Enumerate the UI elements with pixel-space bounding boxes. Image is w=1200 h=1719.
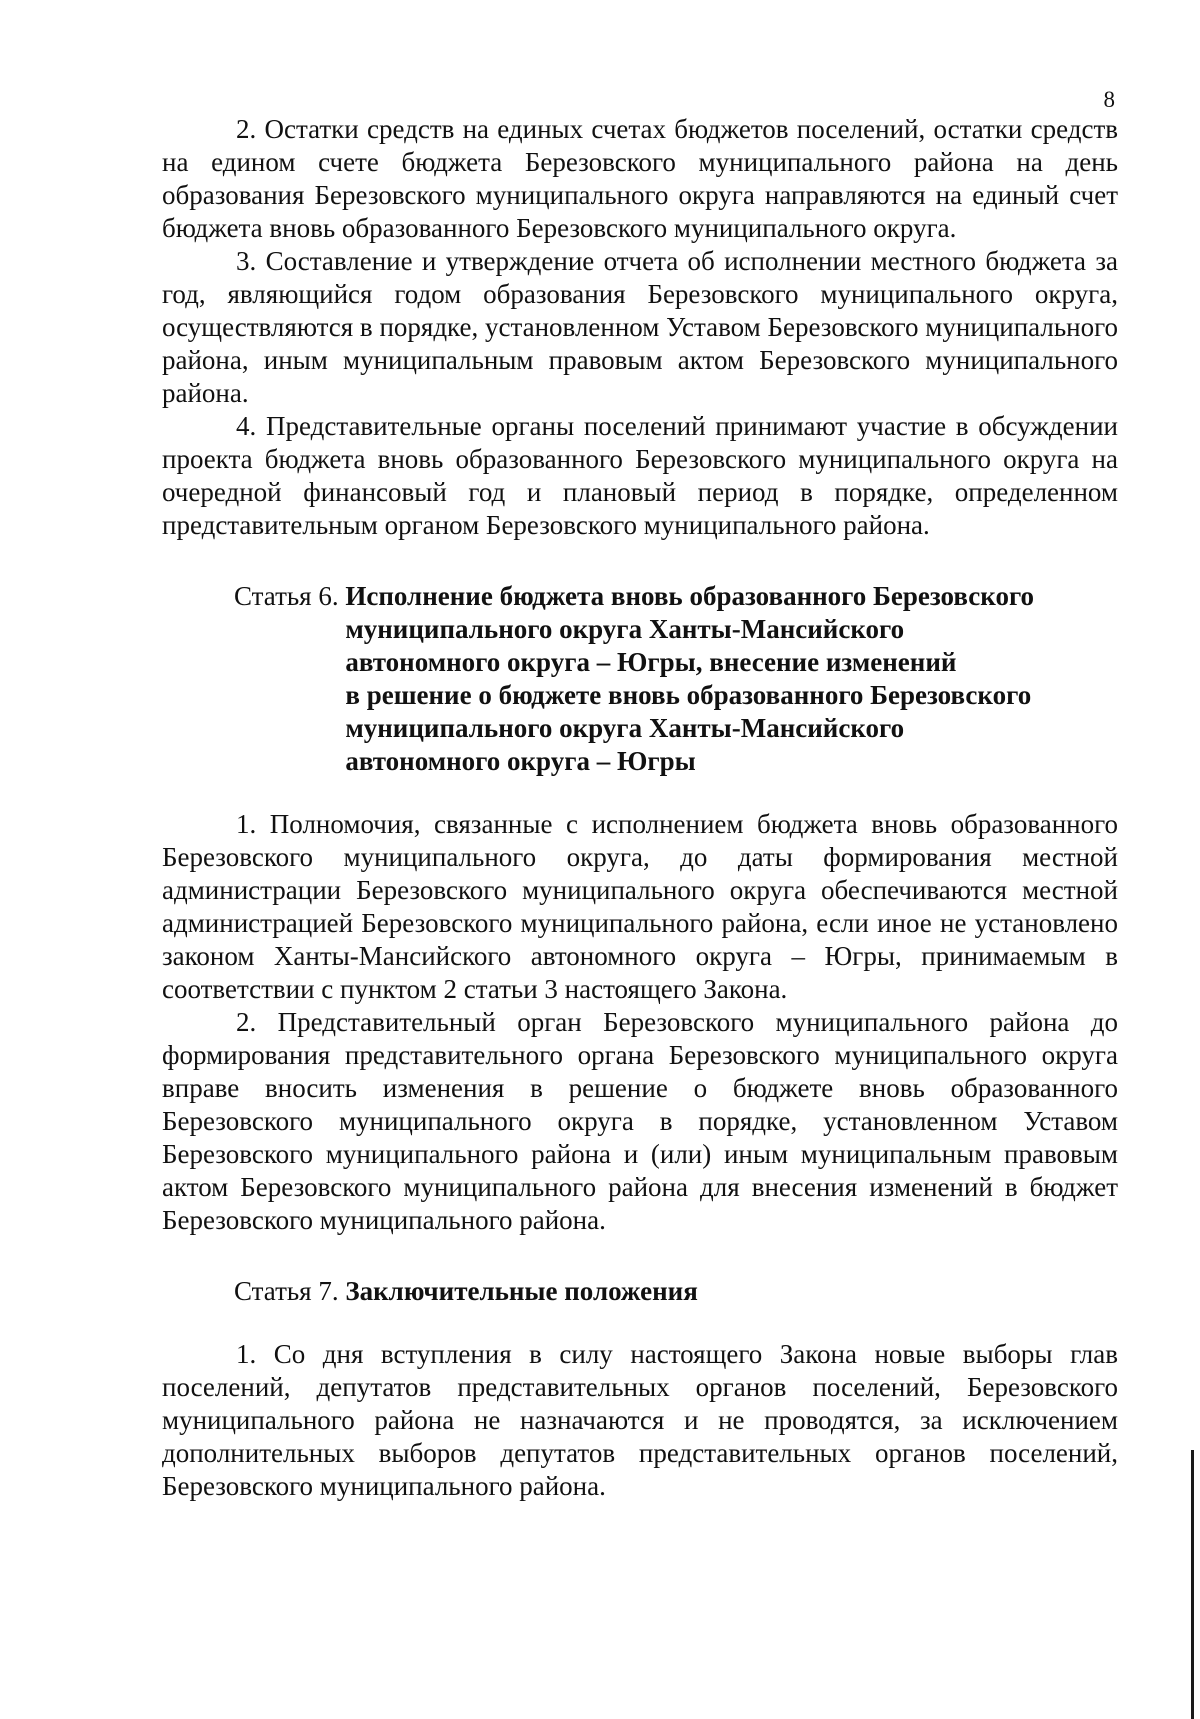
article-6-label: Статья 6. [234, 581, 346, 611]
paragraph-2-budget-balances: 2. Остатки средств на единых счетах бюджетов поселений, остатки средств на едином счете бюджета Березовского муниципального района на день образования Березовского муниципального округа направляются на единый счет бюджета вновь образованного Березовского муниципального округа. [162, 114, 1118, 243]
scan-edge-line [1191, 1450, 1194, 1719]
paragraph-4-representative-bodies: 4. Представительные органы поселений принимают участие в обсуждении проекта бюджета вновь образованного Березовского муниципального округа на очередной финансовый год и плановый период в порядке, определенном представительным органом Березовского муниципального района. [162, 411, 1118, 540]
article-6-paragraph-1: 1. Полномочия, связанные с исполнением бюджета вновь образованного Березовского муниципального округа, до даты формирования местной администрации Березовского муниципального округа обеспечиваются местной администрацией Березовского муниципального района, если иное не установлено законом Ханты-Мансийского автономного округа – Югры, принимаемым в соответствии с пунктом 2 статьи 3 настоящего Закона. [162, 809, 1118, 1004]
article-7-title: Заключительные положения [345, 1276, 698, 1306]
page-number: 8 [1103, 87, 1115, 112]
document-body [162, 113, 1118, 1503]
paragraph-3-budget-report: 3. Составление и утверждение отчета об исполнении местного бюджета за год, являющийся годом образования Березовского муниципального округа, осуществляются в порядке, установленном Уставом Березовского муниципального района, иным муниципальным правовым актом Березовского муниципального района. [162, 246, 1118, 408]
article-7-label: Статья 7. [234, 1276, 346, 1306]
article-6-paragraph-2: 2. Представительный орган Березовского муниципального района до формирования представительного органа Березовского муниципального округа вправе вносить изменения в решение о бюджете вновь образованного Березовского муниципального округа в порядке, установленном Уставом Березовского муниципального района и (или) иным муниципальным правовым актом Березовского муниципального района для внесения изменений в бюджет Березовского муниципального района. [162, 1007, 1118, 1235]
article-7-paragraph-1: 1. Со дня вступления в силу настоящего Закона новые выборы глав поселений, депутатов представительных органов поселений, Березовского муниципального района не назначаются и не проводятся, за исключением дополнительных выборов депутатов представительных органов поселений, Березовского муниципального района. [162, 1339, 1118, 1501]
article-6-heading [234, 580, 1118, 778]
spacer [162, 778, 1118, 808]
article-6-title: Исполнение бюджета вновь образованного Березовского муниципального округа Ханты-Мансийского автономного округа – Югры, внесение изменений в решение о бюджете вновь образованного Березовского муниципального округа Ханты-Мансийского автономного округа – Югры [345, 581, 1035, 776]
spacer [162, 1308, 1118, 1338]
article-7-heading [234, 1275, 1118, 1308]
